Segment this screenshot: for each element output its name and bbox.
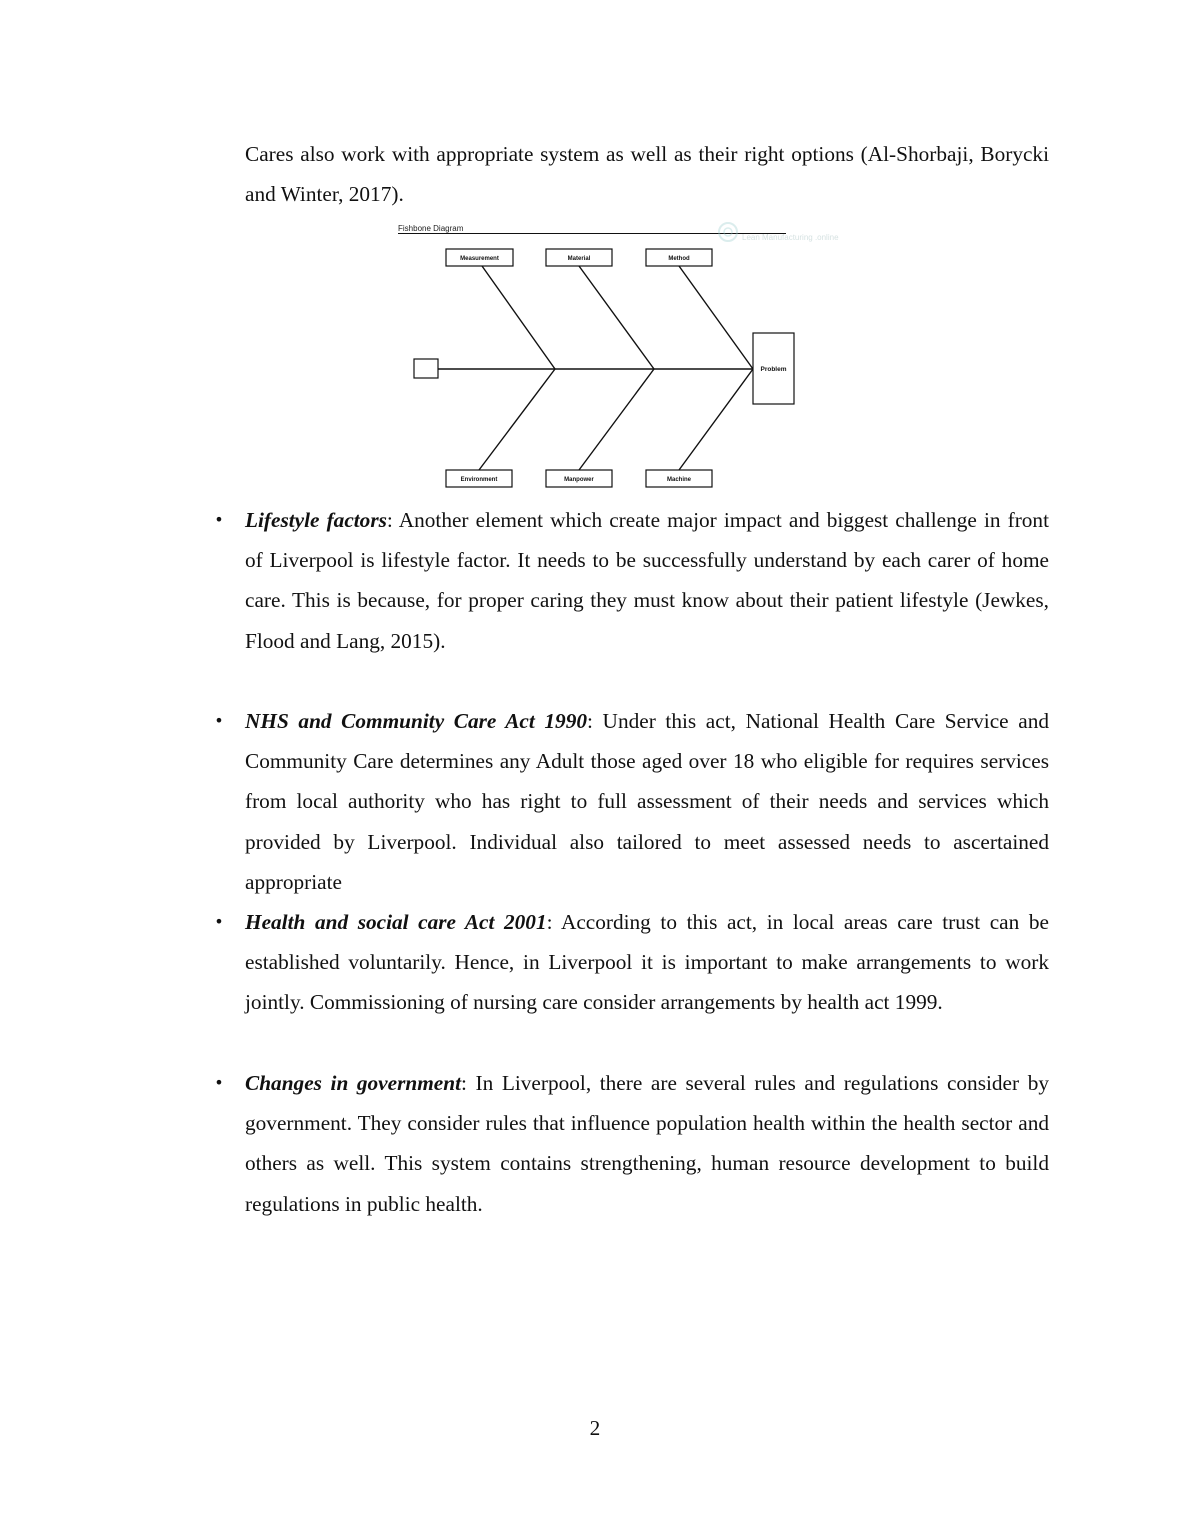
bullet-icon: • [214, 510, 224, 529]
category-box-method [646, 249, 712, 266]
bullet-term: Health and social care Act 2001 [245, 910, 547, 934]
bullet-icon: • [214, 711, 224, 730]
bullet-lifestyle-factors [214, 500, 1050, 661]
watermark-logo [719, 223, 839, 242]
bone-machine [679, 369, 753, 470]
category-box-manpower [546, 470, 612, 487]
category-box-environment [446, 470, 512, 487]
category-box-material [546, 249, 612, 266]
bullet-text: : Another element which create major impact and biggest challenge in front of Liverpool is lifestyle factor. It needs to be successfully understand by each carer of home care. This is because, for proper caring they must know about their patient lifestyle (Jewkes, Flood and Lang, 2015). [245, 508, 1050, 653]
tail-box [414, 359, 438, 378]
fishbone-diagram [392, 218, 839, 494]
problem-label: Problem [760, 366, 787, 373]
svg-text:Method: Method [668, 256, 690, 262]
bone-method [679, 266, 753, 369]
svg-text:Machine: Machine [666, 477, 692, 483]
intro-paragraph: Cares also work with appropriate system as well as their right options (Al-Shorbaji, Borycki and Winter, 2017). [245, 142, 1049, 207]
gear-icon [719, 223, 737, 241]
bone-material [579, 266, 654, 369]
bullet-term: NHS and Community Care Act 1990 [245, 709, 588, 733]
bullet-icon: • [214, 912, 224, 931]
bone-measurement [482, 266, 555, 369]
bullet-text: : According to this act, in local areas care trust can be established voluntarily. Hence, in Liverpool it is important to make arrangements to work jointly. Commissioning of nursing care consider arrangements by health act 1999. [245, 910, 1049, 1015]
watermark-text: Lean Manufacturing .online [742, 233, 839, 242]
diagram-title: Fishbone Diagram [398, 224, 464, 233]
bullet-icon: • [214, 1073, 224, 1092]
bullet-nhs-community-care-act [214, 701, 1050, 902]
bullet-health-social-care-act [214, 902, 1049, 1023]
bone-manpower [579, 369, 654, 470]
bone-environment [479, 369, 555, 470]
svg-text:Manpower: Manpower [564, 477, 594, 483]
svg-text:Environment: Environment [460, 477, 498, 483]
bullet-changes-in-government [214, 1063, 1049, 1224]
category-box-measurement [446, 249, 513, 266]
svg-text:Material: Material [567, 256, 591, 262]
bullet-text: : In Liverpool, there are several rules and regulations consider by government. They consider rules that influence population health within the health sector and others as well. This system contains strengthening, human resource development to build regulations in public health. [245, 1071, 1049, 1216]
page-number: 2 [589, 1416, 601, 1440]
bullet-term: Lifestyle factors [245, 508, 387, 532]
bullet-term: Changes in government [245, 1071, 461, 1095]
category-box-machine [646, 470, 712, 487]
bullet-text: : Under this act, National Health Care Service and Community Care determines any Adult those aged over 18 who eligible for requires services from local authority who has right to full assessment of their needs and services which provided by Liverpool. Individual also tailored to meet assessed needs to ascertained appropriate [245, 709, 1050, 894]
svg-text:Measurement: Measurement [460, 256, 499, 262]
